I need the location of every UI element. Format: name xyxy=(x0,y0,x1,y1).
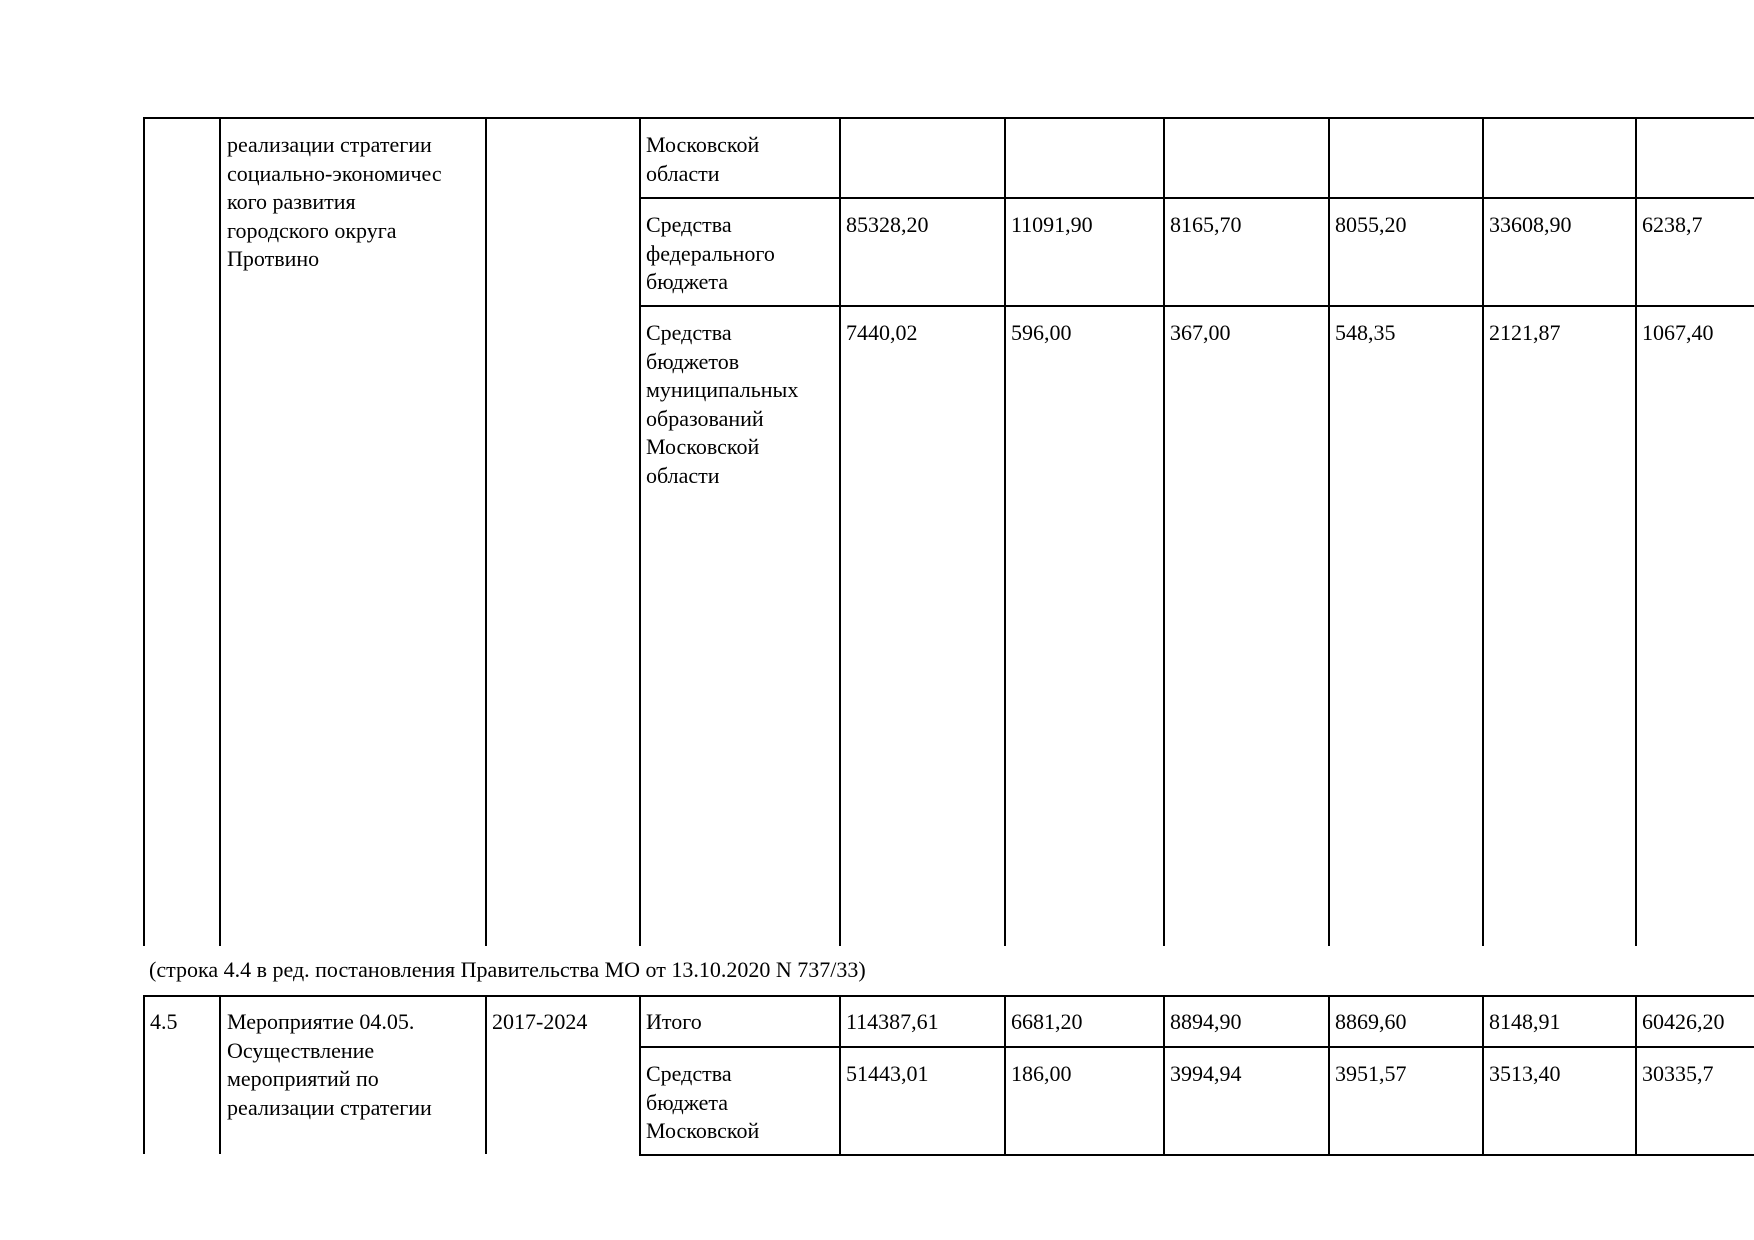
col-divider xyxy=(1328,995,1330,1156)
col-divider xyxy=(1328,117,1330,946)
col-divider xyxy=(1635,995,1637,1156)
source-label: Средства бюджета Московской xyxy=(646,1061,760,1143)
table-border-top xyxy=(143,995,1754,997)
value-cell: 51443,01 xyxy=(846,1061,929,1086)
value-cell: 8869,60 xyxy=(1335,1009,1407,1034)
value-cell: 2121,87 xyxy=(1489,320,1561,345)
row-divider xyxy=(640,305,1754,307)
value-cell: 7440,02 xyxy=(846,320,918,345)
amendment-note: (строка 4.4 в ред. постановления Правительства МО от 13.10.2020 N 737/33) xyxy=(149,957,866,982)
row-number: 4.5 xyxy=(150,1009,178,1034)
value-cell: 367,00 xyxy=(1170,320,1231,345)
value-cell: 11091,90 xyxy=(1011,212,1093,237)
value-cell: 8894,90 xyxy=(1170,1009,1242,1034)
value-cell: 85328,20 xyxy=(846,212,929,237)
value-cell: 596,00 xyxy=(1011,320,1072,345)
value-cell: 30335,7 xyxy=(1642,1061,1714,1086)
value-cell: 186,00 xyxy=(1011,1061,1072,1086)
value-cell: 114387,61 xyxy=(846,1009,939,1034)
col-divider xyxy=(219,117,221,946)
row-period: 2017-2024 xyxy=(492,1009,588,1034)
col-divider xyxy=(143,117,145,946)
source-label: Московской области xyxy=(646,132,760,186)
col-divider xyxy=(1482,995,1484,1156)
source-label: Средства бюджетов муниципальных образований Московской области xyxy=(646,320,799,488)
value-cell: 3951,57 xyxy=(1335,1061,1407,1086)
col-divider xyxy=(1004,117,1006,946)
value-cell: 6681,20 xyxy=(1011,1009,1083,1034)
col-divider xyxy=(639,117,641,946)
col-divider xyxy=(1163,117,1165,946)
source-label: Средства федерального бюджета xyxy=(646,212,775,294)
col-divider xyxy=(1482,117,1484,946)
col-divider xyxy=(485,995,487,1154)
row-divider xyxy=(640,197,1754,199)
value-cell: 548,35 xyxy=(1335,320,1396,345)
col-divider xyxy=(1163,995,1165,1156)
col-divider xyxy=(1004,995,1006,1156)
value-cell: 60426,20 xyxy=(1642,1009,1725,1034)
value-cell: 1067,40 xyxy=(1642,320,1714,345)
table-border-top xyxy=(143,117,1754,119)
row-4-5-name: Мероприятие 04.05. Осуществление мероприятий по реализации стратегии xyxy=(227,1009,432,1120)
col-divider xyxy=(219,995,221,1154)
col-divider xyxy=(485,117,487,946)
value-cell: 3513,40 xyxy=(1489,1061,1561,1086)
value-cell: 6238,7 xyxy=(1642,212,1703,237)
value-cell: 8165,70 xyxy=(1170,212,1242,237)
col-divider xyxy=(839,117,841,946)
row-4-4-name: реализации стратегии социально-экономичес кого развития городского округа Протвино xyxy=(227,132,442,271)
col-divider xyxy=(143,995,145,1154)
col-divider xyxy=(1635,117,1637,946)
row-divider xyxy=(640,1154,1754,1156)
value-cell: 8055,20 xyxy=(1335,212,1407,237)
source-label: Итого xyxy=(646,1009,702,1034)
col-divider xyxy=(639,995,641,1156)
value-cell: 8148,91 xyxy=(1489,1009,1561,1034)
col-divider xyxy=(839,995,841,1156)
value-cell: 3994,94 xyxy=(1170,1061,1242,1086)
value-cell: 33608,90 xyxy=(1489,212,1572,237)
row-divider xyxy=(640,1046,1754,1048)
